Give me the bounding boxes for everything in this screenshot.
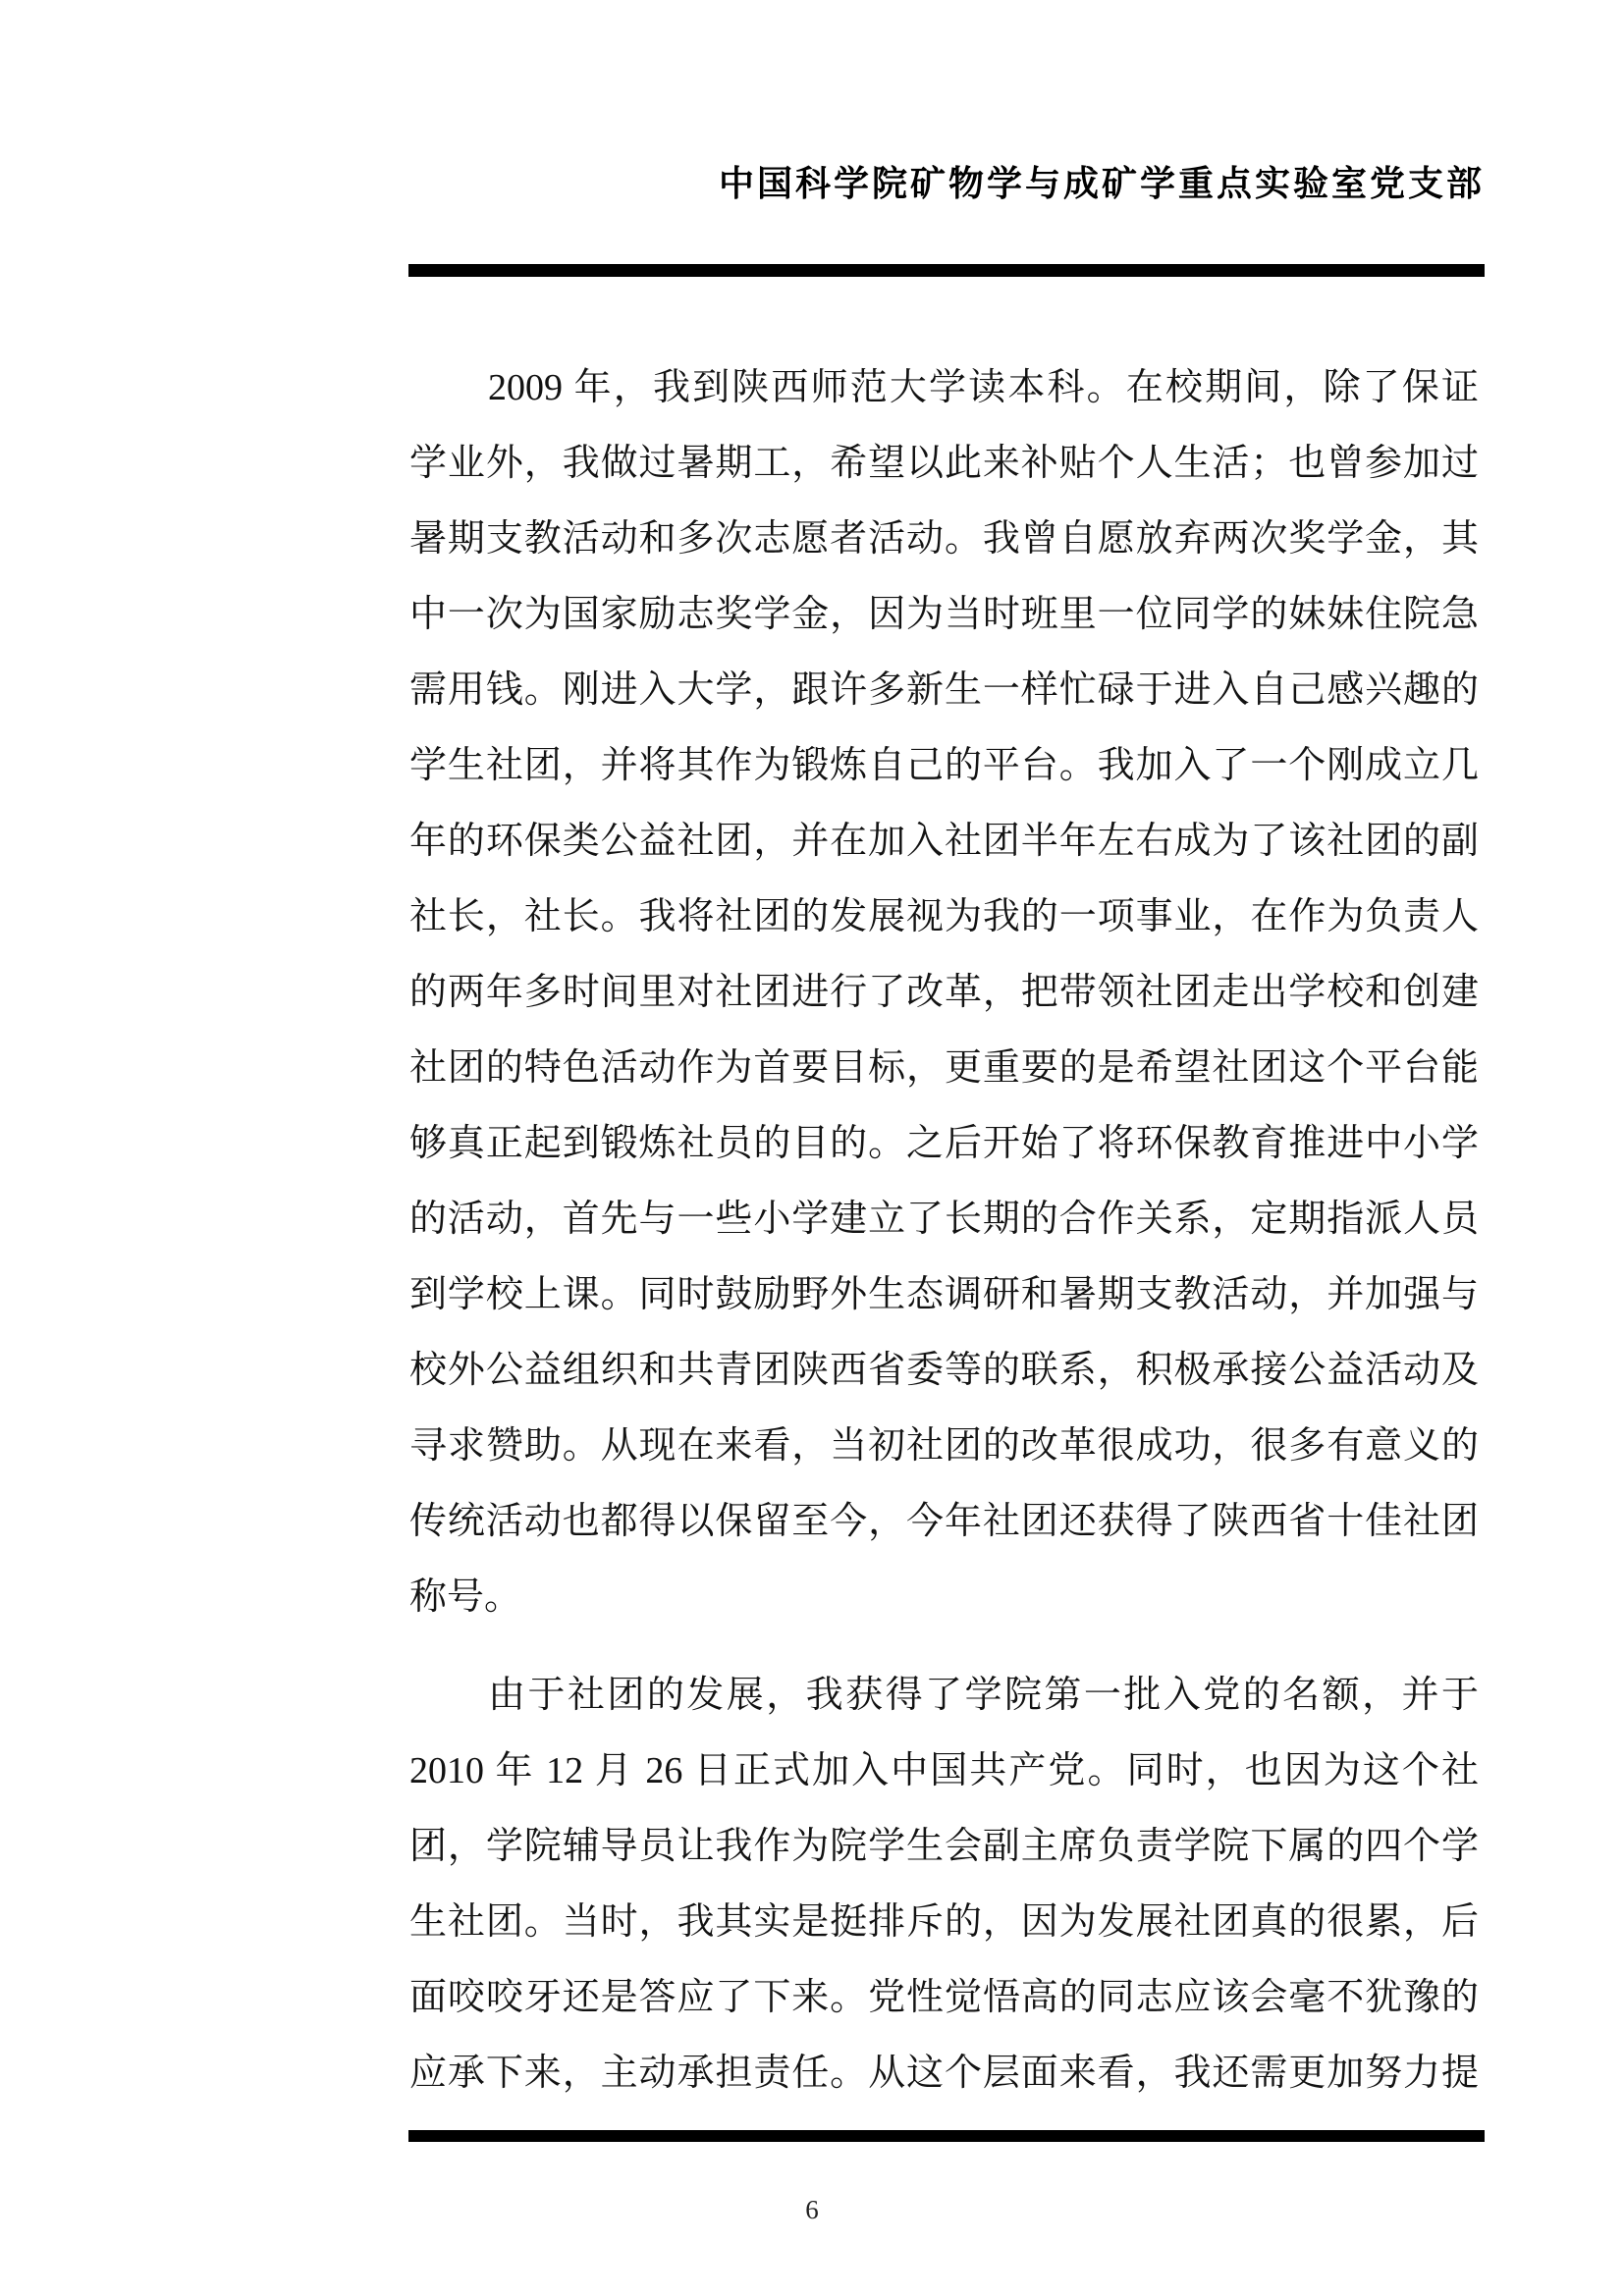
page-number: 6 (805, 2195, 819, 2224)
text-line: 需用钱。刚进入大学，跟许多新生一样忙碌于进入自己感兴趣的 (409, 669, 1479, 711)
text-line: 面咬咬牙还是答应了下来。党性觉悟高的同志应该会毫不犹豫的 (409, 1977, 1479, 2018)
text-line: 社团的特色活动作为首要目标，更重要的是希望社团这个平台能 (409, 1047, 1479, 1089)
text-line: 2009 年，我到陕西师范大学读本科。在校期间，除了保证 (488, 367, 1479, 408)
text-line: 的活动，首先与一些小学建立了长期的合作关系，定期指派人员 (409, 1199, 1479, 1240)
text-line: 社长，社长。我将社团的发展视为我的一项事业，在作为负责人 (409, 896, 1479, 937)
text-line: 中一次为国家励志奖学金，因为当时班里一位同学的妹妹住院急 (409, 594, 1479, 635)
text-line: 称号。 (409, 1576, 522, 1618)
text-line: 2010 年 12 月 26 日正式加入中国共产党。同时，也因为这个社 (409, 1750, 1479, 1791)
text-line: 校外公益组织和共青团陕西省委等的联系，积极承接公益活动及 (409, 1350, 1479, 1391)
text-line: 寻求赞助。从现在来看，当初社团的改革很成功，很多有意义的 (409, 1425, 1479, 1467)
header-title: 中国科学院矿物学与成矿学重点实验室党支部 (718, 163, 1485, 203)
footer-rule-line (408, 2130, 1485, 2142)
text-line: 到学校上课。同时鼓励野外生态调研和暑期支教活动，并加强与 (409, 1274, 1479, 1315)
paragraph (409, 350, 1479, 1635)
text-line: 传统活动也都得以保留至今，今年社团还获得了陕西省十佳社团 (409, 1501, 1479, 1542)
text-line: 生社团。当时，我其实是挺排斥的，因为发展社团真的很累，后 (409, 1901, 1479, 1943)
header-rule-line (408, 264, 1485, 277)
text-line: 够真正起到锻炼社员的目的。之后开始了将环保教育推进中小学 (409, 1123, 1479, 1164)
text-line: 应承下来，主动承担责任。从这个层面来看，我还需更加努力提 (409, 2053, 1479, 2094)
text-line: 暑期支教活动和多次志愿者活动。我曾自愿放弃两次奖学金，其 (409, 518, 1479, 560)
text-line: 的两年多时间里对社团进行了改革，把带领社团走出学校和创建 (409, 972, 1479, 1013)
document-body (409, 350, 1479, 2111)
paragraph (409, 1658, 1479, 2111)
text-line: 由于社团的发展，我获得了学院第一批入党的名额，并于 (488, 1675, 1479, 1716)
text-line: 年的环保类公益社团，并在加入社团半年左右成为了该社团的副 (409, 821, 1479, 862)
text-line: 学生社团，并将其作为锻炼自己的平台。我加入了一个刚成立几 (409, 745, 1479, 786)
text-line: 团，学院辅导员让我作为院学生会副主席负责学院下属的四个学 (409, 1826, 1479, 1867)
text-line: 学业外，我做过暑期工，希望以此来补贴个人生活；也曾参加过 (409, 443, 1479, 484)
